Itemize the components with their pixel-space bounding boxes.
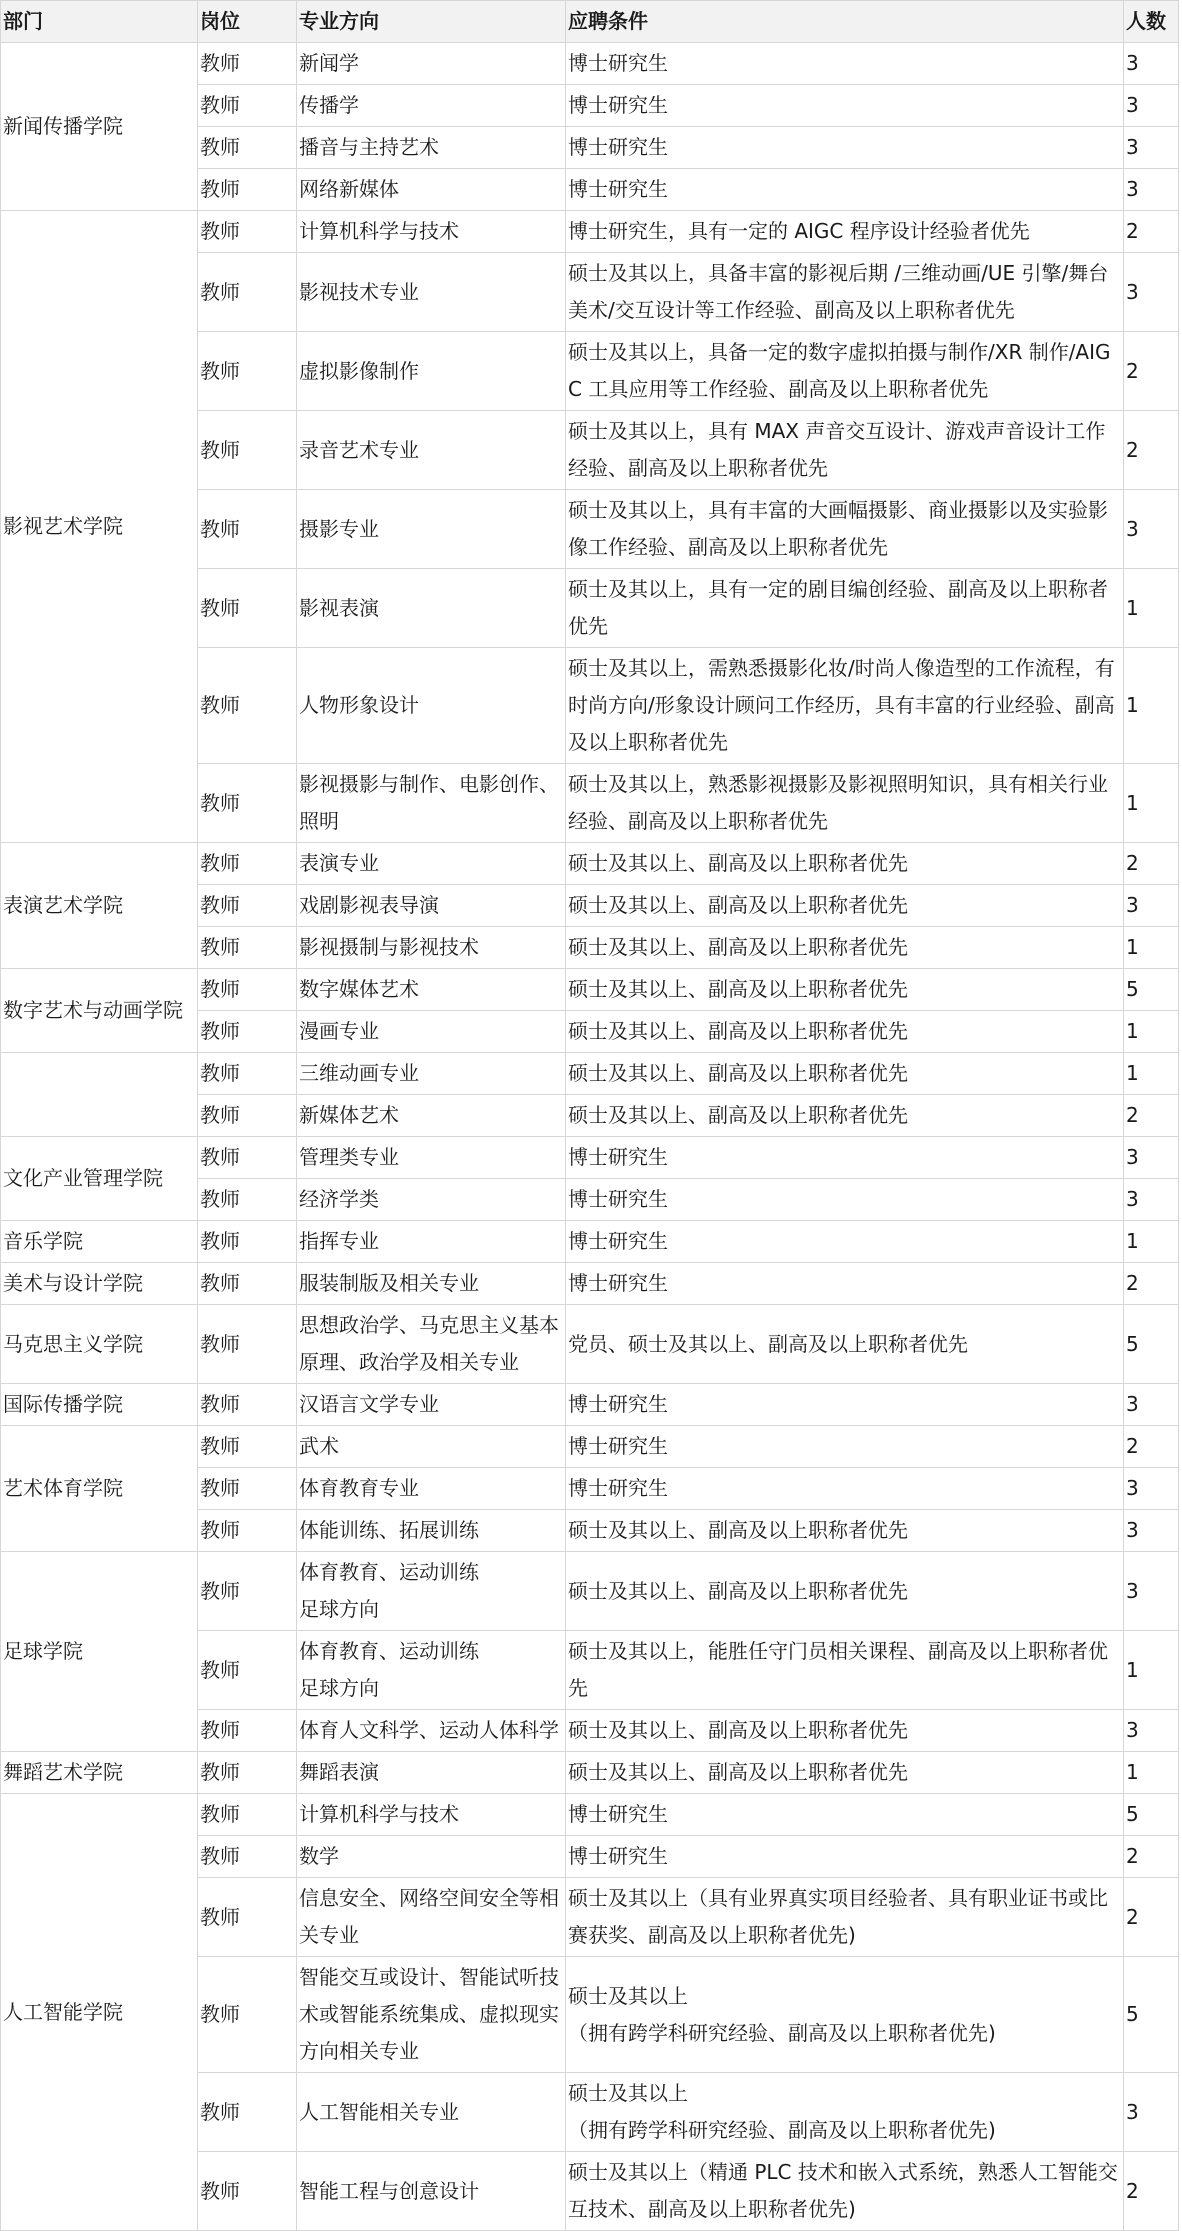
post-cell: 教师: [198, 211, 297, 253]
major-cell: 网络新媒体: [297, 169, 566, 211]
requirement-cell: 博士研究生: [566, 1384, 1124, 1426]
header-row: [1, 1, 1179, 43]
major-cell: 体能训练、拓展训练: [297, 1510, 566, 1552]
major-cell: 指挥专业: [297, 1221, 566, 1263]
headcount-cell: 3: [1124, 490, 1179, 569]
major-cell: 新闻学: [297, 43, 566, 85]
headcount-cell: 2: [1124, 1836, 1179, 1878]
post-cell: 教师: [198, 1137, 297, 1179]
department-cell: 影视艺术学院: [1, 211, 198, 843]
post-cell: 教师: [198, 253, 297, 332]
headcount-cell: 2: [1124, 1095, 1179, 1137]
requirement-cell: 硕士及其以上、副高及以上职称者优先: [566, 927, 1124, 969]
post-cell: 教师: [198, 1794, 297, 1836]
post-cell: 教师: [198, 2073, 297, 2152]
requirement-cell: 博士研究生: [566, 1794, 1124, 1836]
major-cell: 智能工程与创意设计: [297, 2152, 566, 2231]
major-cell: 表演专业: [297, 843, 566, 885]
post-cell: 教师: [198, 1095, 297, 1137]
headcount-cell: 1: [1124, 648, 1179, 764]
post-cell: 教师: [198, 43, 297, 85]
requirement-cell: 博士研究生: [566, 85, 1124, 127]
major-cell: 体育教育、运动训练 足球方向: [297, 1631, 566, 1710]
post-cell: 教师: [198, 1384, 297, 1426]
major-cell: 思想政治学、马克思主义基本原理、政治学及相关专业: [297, 1305, 566, 1384]
header-count: 人数: [1124, 1, 1179, 43]
requirement-cell: 硕士及其以上，具有 MAX 声音交互设计、游戏声音设计工作经验、副高及以上职称者优先: [566, 411, 1124, 490]
headcount-cell: 1: [1124, 569, 1179, 648]
table-row: [1, 1263, 1179, 1305]
header-post: 岗位: [198, 1, 297, 43]
department-cell: [1, 1053, 198, 1137]
headcount-cell: 3: [1124, 885, 1179, 927]
requirement-cell: 硕士及其以上（精通 PLC 技术和嵌入式系统，熟悉人工智能交互技术、副高及以上职称者优先): [566, 2152, 1124, 2231]
post-cell: 教师: [198, 1836, 297, 1878]
headcount-cell: 3: [1124, 1137, 1179, 1179]
headcount-cell: 3: [1124, 85, 1179, 127]
table-row: [1, 1384, 1179, 1426]
post-cell: 教师: [198, 1011, 297, 1053]
major-cell: 汉语言文学专业: [297, 1384, 566, 1426]
requirement-cell: 硕士及其以上 （拥有跨学科研究经验、副高及以上职称者优先): [566, 1957, 1124, 2073]
requirement-cell: 硕士及其以上、副高及以上职称者优先: [566, 843, 1124, 885]
table-row: [1, 1305, 1179, 1384]
post-cell: 教师: [198, 127, 297, 169]
post-cell: 教师: [198, 169, 297, 211]
post-cell: 教师: [198, 1305, 297, 1384]
post-cell: 教师: [198, 1053, 297, 1095]
major-cell: 智能交互或设计、智能试听技术或智能系统集成、虚拟现实方向相关专业: [297, 1957, 566, 2073]
requirement-cell: 硕士及其以上、副高及以上职称者优先: [566, 1510, 1124, 1552]
post-cell: 教师: [198, 569, 297, 648]
major-cell: 经济学类: [297, 1179, 566, 1221]
major-cell: 影视摄制与影视技术: [297, 927, 566, 969]
requirement-cell: 博士研究生，具有一定的 AIGC 程序设计经验者优先: [566, 211, 1124, 253]
department-cell: 新闻传播学院: [1, 43, 198, 211]
requirement-cell: 博士研究生: [566, 1468, 1124, 1510]
major-cell: 影视表演: [297, 569, 566, 648]
major-cell: 传播学: [297, 85, 566, 127]
post-cell: 教师: [198, 1631, 297, 1710]
headcount-cell: 3: [1124, 1179, 1179, 1221]
table-row: [1, 43, 1179, 85]
requirement-cell: 硕士及其以上、副高及以上职称者优先: [566, 1752, 1124, 1794]
requirement-cell: 硕士及其以上、副高及以上职称者优先: [566, 969, 1124, 1011]
requirement-cell: 硕士及其以上、副高及以上职称者优先: [566, 1011, 1124, 1053]
post-cell: 教师: [198, 490, 297, 569]
post-cell: 教师: [198, 1957, 297, 2073]
requirement-cell: 博士研究生: [566, 1426, 1124, 1468]
post-cell: 教师: [198, 843, 297, 885]
major-cell: 体育教育、运动训练 足球方向: [297, 1552, 566, 1631]
major-cell: 舞蹈表演: [297, 1752, 566, 1794]
headcount-cell: 5: [1124, 1957, 1179, 2073]
requirement-cell: 硕士及其以上、副高及以上职称者优先: [566, 1710, 1124, 1752]
major-cell: 影视技术专业: [297, 253, 566, 332]
post-cell: 教师: [198, 1221, 297, 1263]
major-cell: 信息安全、网络空间安全等相关专业: [297, 1878, 566, 1957]
requirement-cell: 博士研究生: [566, 43, 1124, 85]
post-cell: 教师: [198, 927, 297, 969]
requirement-cell: 博士研究生: [566, 1221, 1124, 1263]
headcount-cell: 1: [1124, 927, 1179, 969]
table-row: [1, 1053, 1179, 1095]
post-cell: 教师: [198, 85, 297, 127]
requirement-cell: 硕士及其以上，具有一定的剧目编创经验、副高及以上职称者优先: [566, 569, 1124, 648]
department-cell: 国际传播学院: [1, 1384, 198, 1426]
major-cell: 服装制版及相关专业: [297, 1263, 566, 1305]
department-cell: 表演艺术学院: [1, 843, 198, 969]
post-cell: 教师: [198, 1878, 297, 1957]
post-cell: 教师: [198, 1510, 297, 1552]
post-cell: 教师: [198, 411, 297, 490]
requirement-cell: 硕士及其以上、副高及以上职称者优先: [566, 1095, 1124, 1137]
requirement-cell: 硕士及其以上、副高及以上职称者优先: [566, 885, 1124, 927]
department-cell: 文化产业管理学院: [1, 1137, 198, 1221]
requirement-cell: 博士研究生: [566, 127, 1124, 169]
department-cell: 艺术体育学院: [1, 1426, 198, 1552]
table-row: [1, 1794, 1179, 1836]
major-cell: 计算机科学与技术: [297, 211, 566, 253]
requirement-cell: 硕士及其以上，具备一定的数字虚拟拍摄与制作/XR 制作/AIGC 工具应用等工作经验、副高及以上职称者优先: [566, 332, 1124, 411]
table-row: [1, 843, 1179, 885]
post-cell: 教师: [198, 885, 297, 927]
major-cell: 新媒体艺术: [297, 1095, 566, 1137]
department-cell: 音乐学院: [1, 1221, 198, 1263]
post-cell: 教师: [198, 764, 297, 843]
major-cell: 三维动画专业: [297, 1053, 566, 1095]
post-cell: 教师: [198, 1752, 297, 1794]
requirement-cell: 硕士及其以上（具有业界真实项目经验者、具有职业证书或比赛获奖、副高及以上职称者优先): [566, 1878, 1124, 1957]
headcount-cell: 2: [1124, 1426, 1179, 1468]
major-cell: 漫画专业: [297, 1011, 566, 1053]
department-cell: 数字艺术与动画学院: [1, 969, 198, 1053]
headcount-cell: 3: [1124, 169, 1179, 211]
requirement-cell: 博士研究生: [566, 1836, 1124, 1878]
headcount-cell: 3: [1124, 2073, 1179, 2152]
post-cell: 教师: [198, 969, 297, 1011]
table-row: [1, 211, 1179, 253]
requirement-cell: 博士研究生: [566, 1179, 1124, 1221]
major-cell: 影视摄影与制作、电影创作、照明: [297, 764, 566, 843]
table-body: [1, 43, 1179, 2231]
headcount-cell: 1: [1124, 1221, 1179, 1263]
table-row: [1, 1221, 1179, 1263]
headcount-cell: 3: [1124, 127, 1179, 169]
headcount-cell: 3: [1124, 1510, 1179, 1552]
headcount-cell: 3: [1124, 253, 1179, 332]
requirement-cell: 博士研究生: [566, 1137, 1124, 1179]
major-cell: 数字媒体艺术: [297, 969, 566, 1011]
headcount-cell: 2: [1124, 411, 1179, 490]
post-cell: 教师: [198, 1179, 297, 1221]
headcount-cell: 2: [1124, 2152, 1179, 2231]
major-cell: 播音与主持艺术: [297, 127, 566, 169]
table-row: [1, 1552, 1179, 1631]
requirement-cell: 硕士及其以上，能胜任守门员相关课程、副高及以上职称者优先: [566, 1631, 1124, 1710]
headcount-cell: 1: [1124, 764, 1179, 843]
headcount-cell: 1: [1124, 1011, 1179, 1053]
table-row: [1, 1426, 1179, 1468]
major-cell: 体育人文科学、运动人体科学: [297, 1710, 566, 1752]
headcount-cell: 2: [1124, 843, 1179, 885]
table-row: [1, 1137, 1179, 1179]
post-cell: 教师: [198, 648, 297, 764]
headcount-cell: 1: [1124, 1752, 1179, 1794]
post-cell: 教师: [198, 332, 297, 411]
major-cell: 管理类专业: [297, 1137, 566, 1179]
major-cell: 摄影专业: [297, 490, 566, 569]
headcount-cell: 1: [1124, 1053, 1179, 1095]
table-row: [1, 1752, 1179, 1794]
post-cell: 教师: [198, 2152, 297, 2231]
headcount-cell: 2: [1124, 1878, 1179, 1957]
major-cell: 人物形象设计: [297, 648, 566, 764]
headcount-cell: 3: [1124, 43, 1179, 85]
headcount-cell: 3: [1124, 1552, 1179, 1631]
major-cell: 体育教育专业: [297, 1468, 566, 1510]
major-cell: 人工智能相关专业: [297, 2073, 566, 2152]
requirement-cell: 硕士及其以上，具备丰富的影视后期 /三维动画/UE 引擎/舞台美术/交互设计等工作经验、副高及以上职称者优先: [566, 253, 1124, 332]
post-cell: 教师: [198, 1426, 297, 1468]
major-cell: 计算机科学与技术: [297, 1794, 566, 1836]
headcount-cell: 5: [1124, 969, 1179, 1011]
requirement-cell: 硕士及其以上、副高及以上职称者优先: [566, 1053, 1124, 1095]
headcount-cell: 1: [1124, 1631, 1179, 1710]
department-cell: 美术与设计学院: [1, 1263, 198, 1305]
major-cell: 武术: [297, 1426, 566, 1468]
headcount-cell: 3: [1124, 1710, 1179, 1752]
requirement-cell: 硕士及其以上，具有丰富的大画幅摄影、商业摄影以及实验影像工作经验、副高及以上职称者优先: [566, 490, 1124, 569]
requirement-cell: 博士研究生: [566, 1263, 1124, 1305]
headcount-cell: 2: [1124, 332, 1179, 411]
headcount-cell: 2: [1124, 1263, 1179, 1305]
header-requirement: 应聘条件: [566, 1, 1124, 43]
major-cell: 数学: [297, 1836, 566, 1878]
headcount-cell: 3: [1124, 1468, 1179, 1510]
requirement-cell: 硕士及其以上 （拥有跨学科研究经验、副高及以上职称者优先): [566, 2073, 1124, 2152]
major-cell: 虚拟影像制作: [297, 332, 566, 411]
table-row: [1, 969, 1179, 1011]
post-cell: 教师: [198, 1552, 297, 1631]
headcount-cell: 3: [1124, 1384, 1179, 1426]
headcount-cell: 5: [1124, 1305, 1179, 1384]
requirement-cell: 硕士及其以上，熟悉影视摄影及影视照明知识，具有相关行业经验、副高及以上职称者优先: [566, 764, 1124, 843]
requirement-cell: 博士研究生: [566, 169, 1124, 211]
department-cell: 足球学院: [1, 1552, 198, 1752]
post-cell: 教师: [198, 1468, 297, 1510]
requirement-cell: 硕士及其以上、副高及以上职称者优先: [566, 1552, 1124, 1631]
header-dept: 部门: [1, 1, 198, 43]
department-cell: 马克思主义学院: [1, 1305, 198, 1384]
major-cell: 录音艺术专业: [297, 411, 566, 490]
post-cell: 教师: [198, 1710, 297, 1752]
headcount-cell: 2: [1124, 211, 1179, 253]
headcount-cell: 5: [1124, 1794, 1179, 1836]
department-cell: 人工智能学院: [1, 1794, 198, 2231]
department-cell: 舞蹈艺术学院: [1, 1752, 198, 1794]
requirement-cell: 党员、硕士及其以上、副高及以上职称者优先: [566, 1305, 1124, 1384]
requirement-cell: 硕士及其以上，需熟悉摄影化妆/时尚人像造型的工作流程，有时尚方向/形象设计顾问工作经历，具有丰富的行业经验、副高及以上职称者优先: [566, 648, 1124, 764]
major-cell: 戏剧影视表导演: [297, 885, 566, 927]
post-cell: 教师: [198, 1263, 297, 1305]
header-major: 专业方向: [297, 1, 566, 43]
